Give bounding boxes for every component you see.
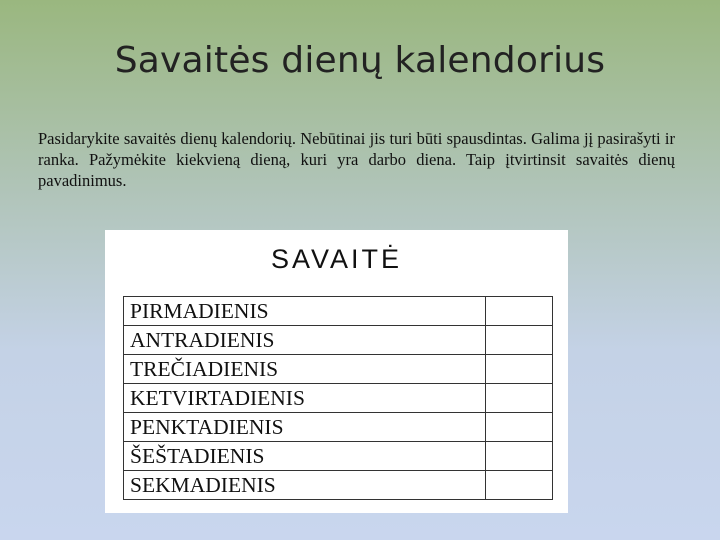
weekday-table (123, 296, 553, 500)
table-row (124, 384, 553, 413)
day-name-monday: PIRMADIENIS (124, 297, 486, 326)
table-row (124, 355, 553, 384)
table-row (124, 326, 553, 355)
week-heading: SAVAITĖ (270, 244, 403, 274)
day-mark-cell (485, 326, 552, 355)
day-mark-cell (485, 384, 552, 413)
day-name-thursday: KETVIRTADIENIS (124, 384, 486, 413)
slide-title: Savaitės dienų kalendorius (114, 40, 606, 81)
table-row (124, 471, 553, 500)
day-mark-cell (485, 413, 552, 442)
day-name-friday: PENKTADIENIS (124, 413, 486, 442)
day-name-sunday: SEKMADIENIS (124, 471, 486, 500)
table-row (124, 442, 553, 471)
instruction-paragraph: Pasidarykite savaitės dienų kalendorių. Nebūtinai jis turi būti spausdintas. Galima jį pasirašyti ir ranka. Pažymėkite kiekvieną dieną, kuri yra darbo diena. Taip įtvirtinsit savaitės dienų pavadinimus. (38, 129, 675, 190)
slide-body-text (38, 128, 675, 191)
table-row (124, 413, 553, 442)
day-name-tuesday: ANTRADIENIS (124, 326, 486, 355)
day-mark-cell (485, 471, 552, 500)
week-calendar-image (105, 230, 568, 513)
day-mark-cell (485, 297, 552, 326)
table-row (124, 297, 553, 326)
day-mark-cell (485, 442, 552, 471)
day-name-wednesday: TREČIADIENIS (124, 355, 486, 384)
day-mark-cell (485, 355, 552, 384)
day-name-saturday: ŠEŠTADIENIS (124, 442, 486, 471)
